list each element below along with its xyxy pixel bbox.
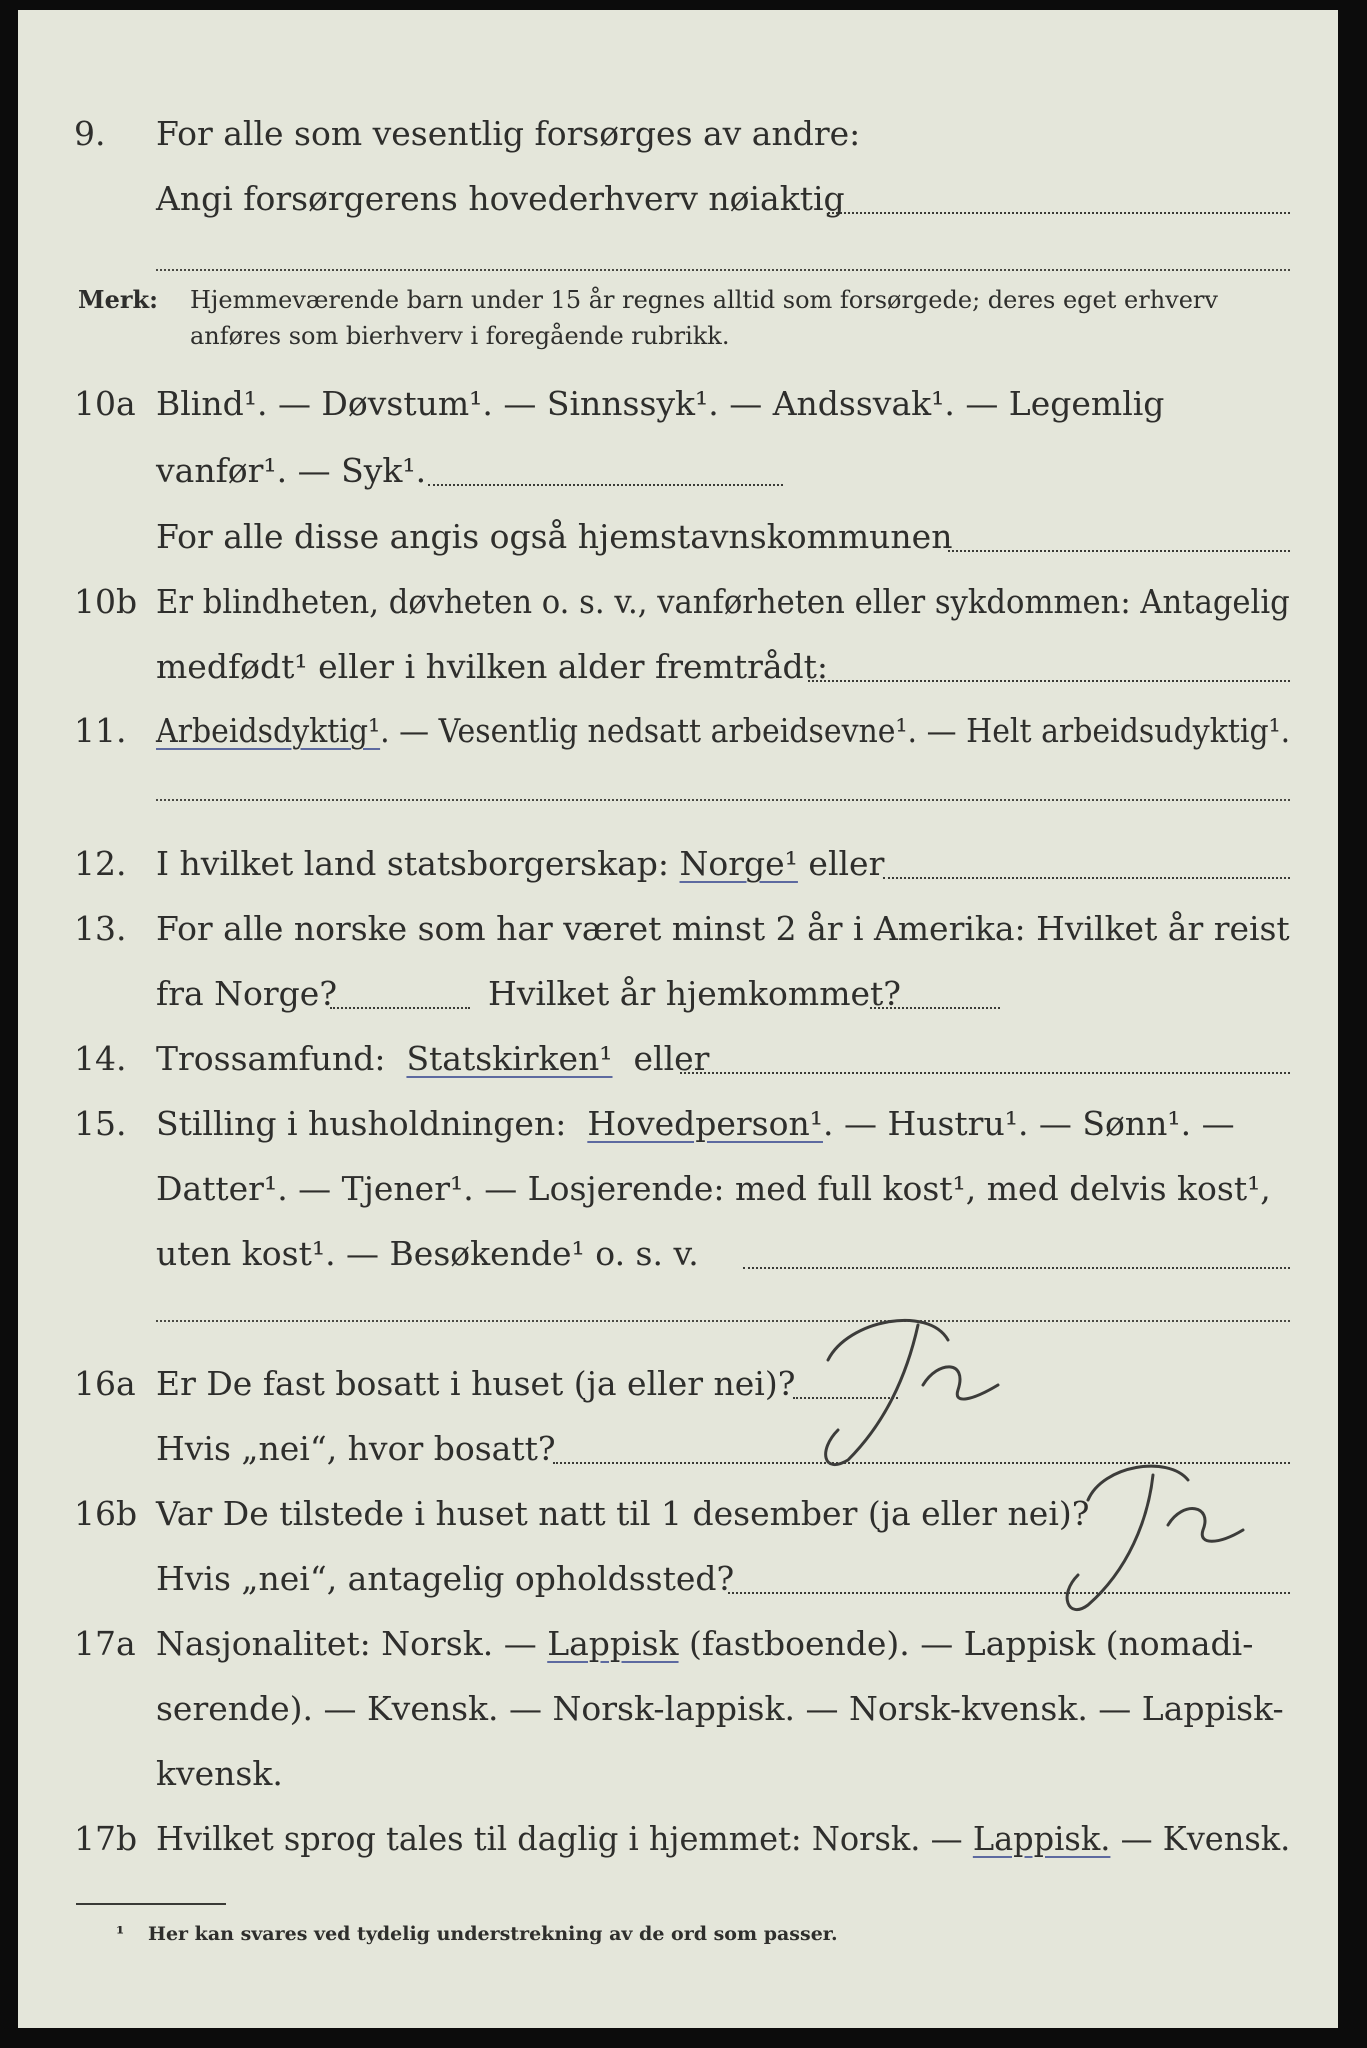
q14-number: 14. (74, 1039, 127, 1078)
q13-reist-field[interactable] (330, 1007, 470, 1009)
q10b-line-2 (18, 638, 1338, 698)
q12-marked-option[interactable]: Norge¹ (679, 844, 798, 883)
q14-line (18, 1030, 1338, 1090)
q10a-number: 10a (74, 384, 136, 423)
merk-label: Merk: (78, 285, 158, 314)
q15-text-1 (156, 1104, 1235, 1143)
q10a-text-2: vanfør¹. — Syk¹. (156, 451, 427, 490)
q9-line-1 (18, 105, 1338, 165)
q11-rest: . — Vesentlig nedsatt arbeidsevne¹. — Helt arbeidsudyktig¹. (380, 711, 1291, 750)
q12-eller: eller (808, 844, 885, 883)
q14-text (156, 1039, 709, 1078)
q11-text (156, 711, 1290, 750)
footnote (18, 1915, 1338, 1949)
q10a-hjemstavn-field[interactable] (948, 550, 1290, 552)
q17b-text (156, 1819, 1290, 1858)
q17a-line-3 (18, 1745, 1338, 1805)
q17a-marked-option[interactable]: Lappisk (547, 1624, 679, 1663)
q12-answer-field[interactable] (883, 877, 1290, 879)
divider (156, 269, 1290, 271)
footnote-text: Her kan svares ved tydelig understrekning av de ord som passer. (148, 1923, 838, 1945)
q13-hjemkommet-field[interactable] (870, 1007, 1000, 1009)
q13-number: 13. (74, 909, 127, 948)
q15-answer-field[interactable] (743, 1267, 1290, 1269)
q13-text-2b: Hvilket år hjemkommet? (488, 974, 901, 1013)
q17a-text-3: kvensk. (156, 1754, 283, 1793)
q16b-text-2: Hvis „nei“, antagelig opholdssted? (156, 1559, 735, 1598)
census-form-page (18, 10, 1338, 2028)
q12-line (18, 835, 1338, 895)
q15-text-2: Datter¹. — Tjener¹. — Losjerende: med full kost¹, med delvis kost¹, (156, 1169, 1271, 1208)
merk-line-1 (18, 280, 1338, 320)
footnote-mark: ¹ (116, 1923, 125, 1945)
q15-line-2 (18, 1160, 1338, 1220)
q14-answer-field[interactable] (680, 1072, 1290, 1074)
q14-question: Trossamfund: (156, 1039, 386, 1078)
handwritten-ja-16a (808, 1300, 1038, 1480)
q12-number: 12. (74, 844, 127, 883)
merk-line-2 (18, 316, 1338, 356)
q10b-answer-field[interactable] (808, 680, 1290, 682)
q17a-options: (fastboende). — Lappisk (nomadi- (689, 1624, 1254, 1663)
q9-line-2 (18, 170, 1338, 230)
q15-number: 15. (74, 1104, 127, 1143)
q9-text-1: For alle som vesentlig forsørges av andre: (156, 114, 861, 153)
q17a-line-2 (18, 1680, 1338, 1740)
q10a-text-3: For alle disse angis også hjemstavnskommunen (156, 517, 953, 556)
q15-question: Stilling i husholdningen: (156, 1104, 567, 1143)
q10b-line-1 (18, 573, 1338, 633)
q15-line-1 (18, 1095, 1338, 1155)
q10b-text-1: Er blindheten, døvheten o. s. v., vanførheten eller sykdommen: Antagelig (156, 582, 1290, 621)
q9-answer-field[interactable] (828, 212, 1290, 214)
q11-number: 11. (74, 711, 127, 750)
q17a-number: 17a (74, 1624, 136, 1663)
q13-text-2a: fra Norge? (156, 974, 338, 1013)
q17b-marked-option[interactable]: Lappisk. (972, 1819, 1111, 1858)
footnote-rule (76, 1903, 226, 1905)
q17b-line (18, 1810, 1338, 1870)
divider (156, 1320, 1290, 1322)
q10a-line-1 (18, 375, 1338, 435)
q10a-answer-field[interactable] (428, 484, 783, 486)
merk-text-1: Hjemmeværende barn under 15 år regnes alltid som forsørgede; deres eget erhverv (190, 286, 1218, 314)
merk-text-2: anføres som bierhverv i foregående rubrikk. (190, 322, 730, 350)
q16b-text-1: Var De tilstede i huset natt til 1 desember (ja eller nei)? (156, 1494, 1090, 1533)
q16a-text-1: Er De fast bosatt i huset (ja eller nei)? (156, 1364, 796, 1403)
q16b-number: 16b (74, 1494, 138, 1533)
divider (156, 799, 1290, 801)
q10b-text-2: medfødt¹ eller i hvilken alder fremtrådt: (156, 647, 829, 686)
q15-text-3: uten kost¹. — Besøkende¹ o. s. v. (156, 1234, 699, 1273)
handwritten-ja-16b (1048, 1450, 1268, 1630)
q10b-number: 10b (74, 582, 138, 621)
q9-number: 9. (74, 114, 106, 153)
q14-eller: eller (633, 1039, 710, 1078)
q14-marked-option[interactable]: Statskirken¹ (406, 1039, 613, 1078)
q11-marked-option[interactable]: Arbeidsdyktig¹ (156, 711, 381, 750)
q17a-line-1 (18, 1615, 1338, 1675)
q16a-text-2: Hvis „nei“, hvor bosatt? (156, 1429, 556, 1468)
q9-text-2: Angi forsørgerens hovederhverv nøiaktig (156, 179, 845, 218)
q10a-line-3 (18, 508, 1338, 568)
q17b-question: Hvilket sprog tales til daglig i hjemmet: Norsk. — (156, 1819, 963, 1858)
q10a-text-1: Blind¹. — Døvstum¹. — Sinnssyk¹. — Andssvak¹. — Legemlig (156, 384, 1165, 423)
q11-line (18, 702, 1338, 762)
q15-line-3 (18, 1225, 1338, 1285)
q16a-line-1 (18, 1355, 1338, 1415)
q16a-number: 16a (74, 1364, 136, 1403)
q13-text-1: For alle norske som har været minst 2 år i Amerika: Hvilket år reist (156, 909, 1290, 948)
q17b-options: — Kvensk. (1120, 1819, 1291, 1858)
q17b-number: 17b (74, 1819, 138, 1858)
q15-options: . — Hustru¹. — Sønn¹. — (822, 1104, 1235, 1143)
q15-marked-option[interactable]: Hovedperson¹ (587, 1104, 823, 1143)
q17a-text-2: serende). — Kvensk. — Norsk-lappisk. — Norsk-kvensk. — Lappisk- (156, 1689, 1284, 1728)
q13-line-1 (18, 900, 1338, 960)
q13-line-2 (18, 965, 1338, 1025)
q12-text (156, 844, 884, 883)
q10a-line-2 (18, 442, 1338, 502)
q12-question: I hvilket land statsborgerskap: (156, 844, 670, 883)
q17a-text-1 (156, 1624, 1253, 1663)
q17a-question: Nasjonalitet: Norsk. — (156, 1624, 537, 1663)
